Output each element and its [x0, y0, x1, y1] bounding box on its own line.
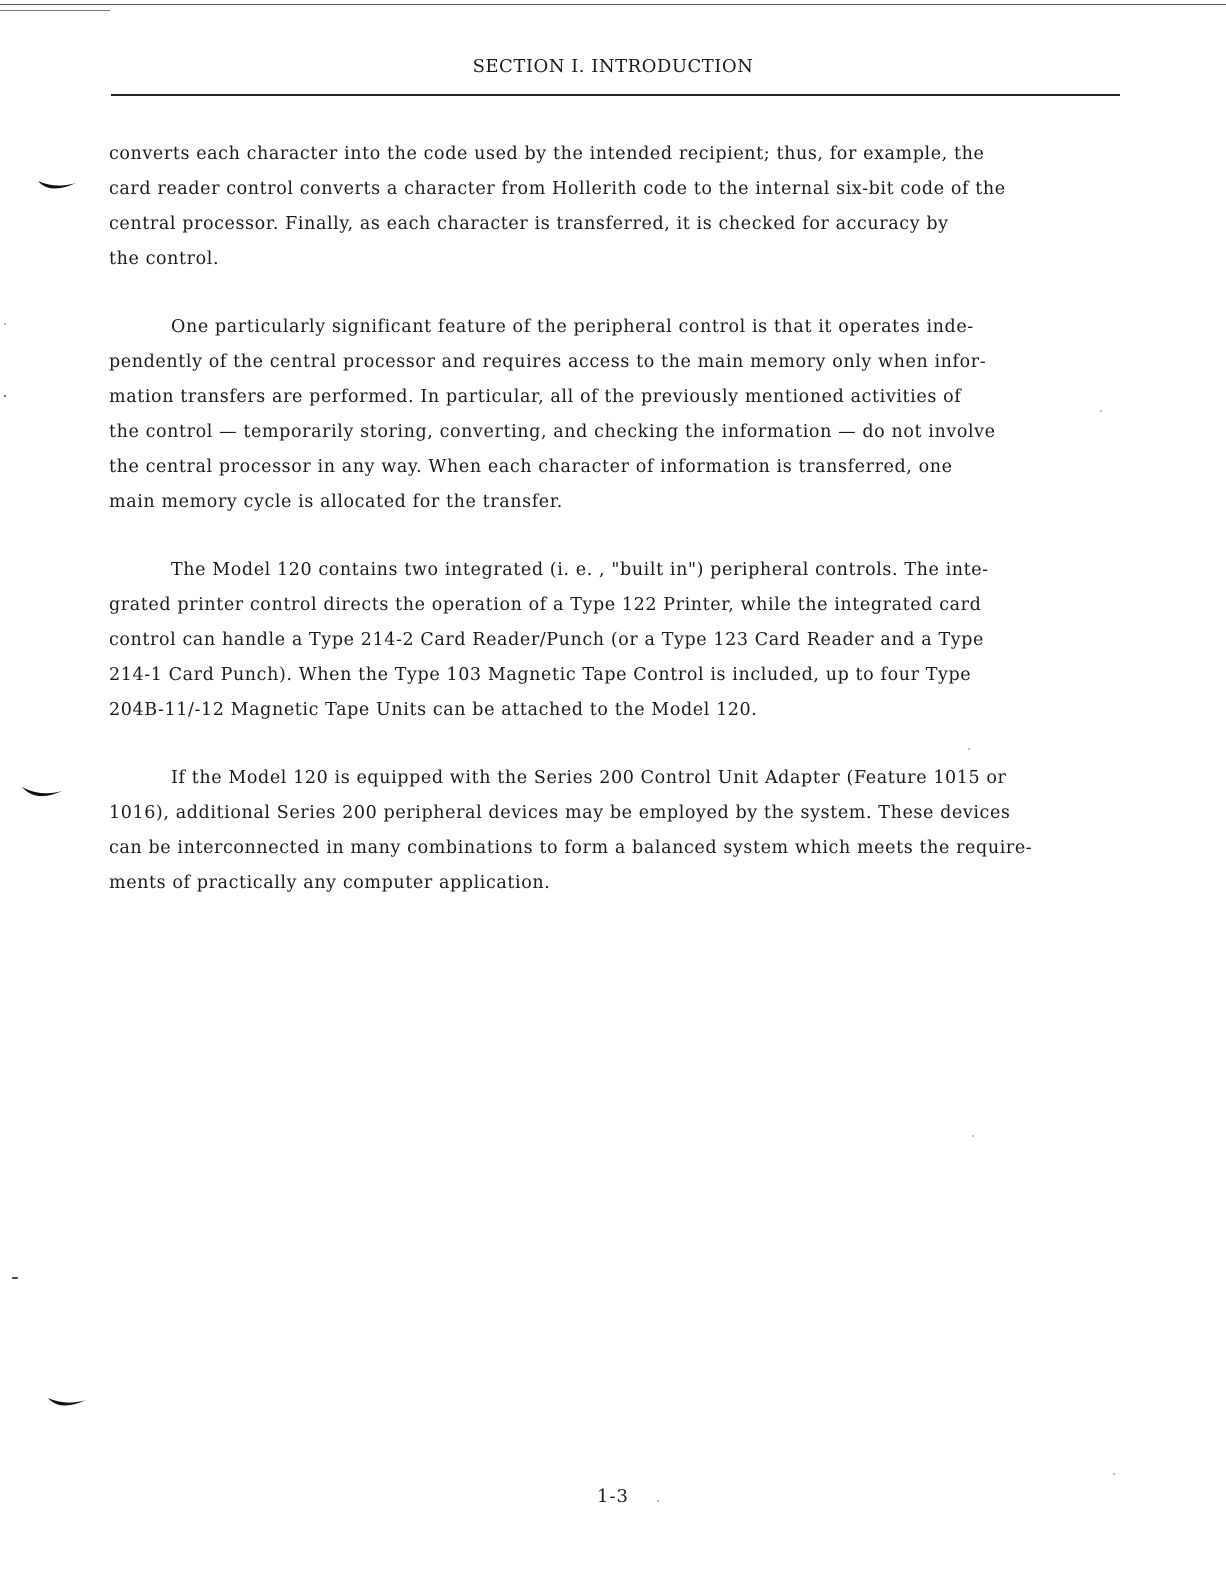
scan-speck — [968, 748, 970, 750]
scan-speck — [657, 1500, 659, 1502]
scan-speck — [972, 1135, 974, 1137]
scan-speck — [4, 395, 6, 397]
paragraph-4 — [109, 761, 1119, 901]
text-line: central processor. Finally, as each character is transferred, it is checked for accuracy by — [109, 214, 949, 234]
scan-speck — [1113, 1473, 1115, 1475]
text-line: mation transfers are performed. In particular, all of the previously mentioned activities of — [109, 387, 962, 407]
scan-speck — [12, 1277, 18, 1279]
text-line: ments of practically any computer application. — [109, 873, 551, 893]
section-heading: SECTION I. INTRODUCTION — [472, 56, 754, 77]
paragraph-3 — [109, 553, 1119, 728]
text-line: The Model 120 contains two integrated (i. e. , "built in") peripheral controls. The inte- — [171, 560, 989, 580]
scan-speck — [4, 323, 6, 325]
paragraph-2 — [109, 310, 1119, 520]
margin-mark-icon — [20, 783, 64, 805]
page-top-edge-mark — [0, 10, 110, 11]
text-line: 204B-11/-12 Magnetic Tape Units can be attached to the Model 120. — [109, 700, 758, 720]
text-line: converts each character into the code used by the intended recipient; thus, for example, the — [109, 144, 985, 164]
text-line: grated printer control directs the operation of a Type 122 Printer, while the integrated card — [109, 595, 982, 615]
text-line: main memory cycle is allocated for the transfer. — [109, 492, 563, 512]
text-line: control can handle a Type 214-2 Card Reader/Punch (or a Type 123 Card Reader and a Type — [109, 630, 984, 650]
text-line: the control. — [109, 249, 220, 269]
page-top-edge — [0, 4, 1226, 5]
text-line: the central processor in any way. When each character of information is transferred, one — [109, 457, 953, 477]
margin-mark-icon — [36, 177, 78, 197]
page-number: 1-3 — [597, 1486, 629, 1507]
scan-speck — [1100, 410, 1102, 412]
text-line: pendently of the central processor and requires access to the main memory only when infor- — [109, 352, 987, 372]
heading-rule — [111, 94, 1120, 96]
paragraph-1 — [109, 137, 1119, 277]
text-line: 1016), additional Series 200 peripheral devices may be employed by the system. These devices — [109, 803, 1011, 823]
text-line: One particularly significant feature of the peripheral control is that it operates inde- — [171, 317, 974, 337]
text-line: card reader control converts a character from Hollerith code to the internal six-bit code of the — [109, 179, 1006, 199]
text-line: 214-1 Card Punch). When the Type 103 Magnetic Tape Control is included, up to four Type — [109, 665, 972, 685]
text-line: the control — temporarily storing, converting, and checking the information — do not involve — [109, 422, 996, 442]
margin-mark-icon — [46, 1394, 88, 1414]
text-line: can be interconnected in many combinations to form a balanced system which meets the require- — [109, 838, 1033, 858]
text-line: If the Model 120 is equipped with the Series 200 Control Unit Adapter (Feature 1015 or — [171, 768, 1007, 788]
